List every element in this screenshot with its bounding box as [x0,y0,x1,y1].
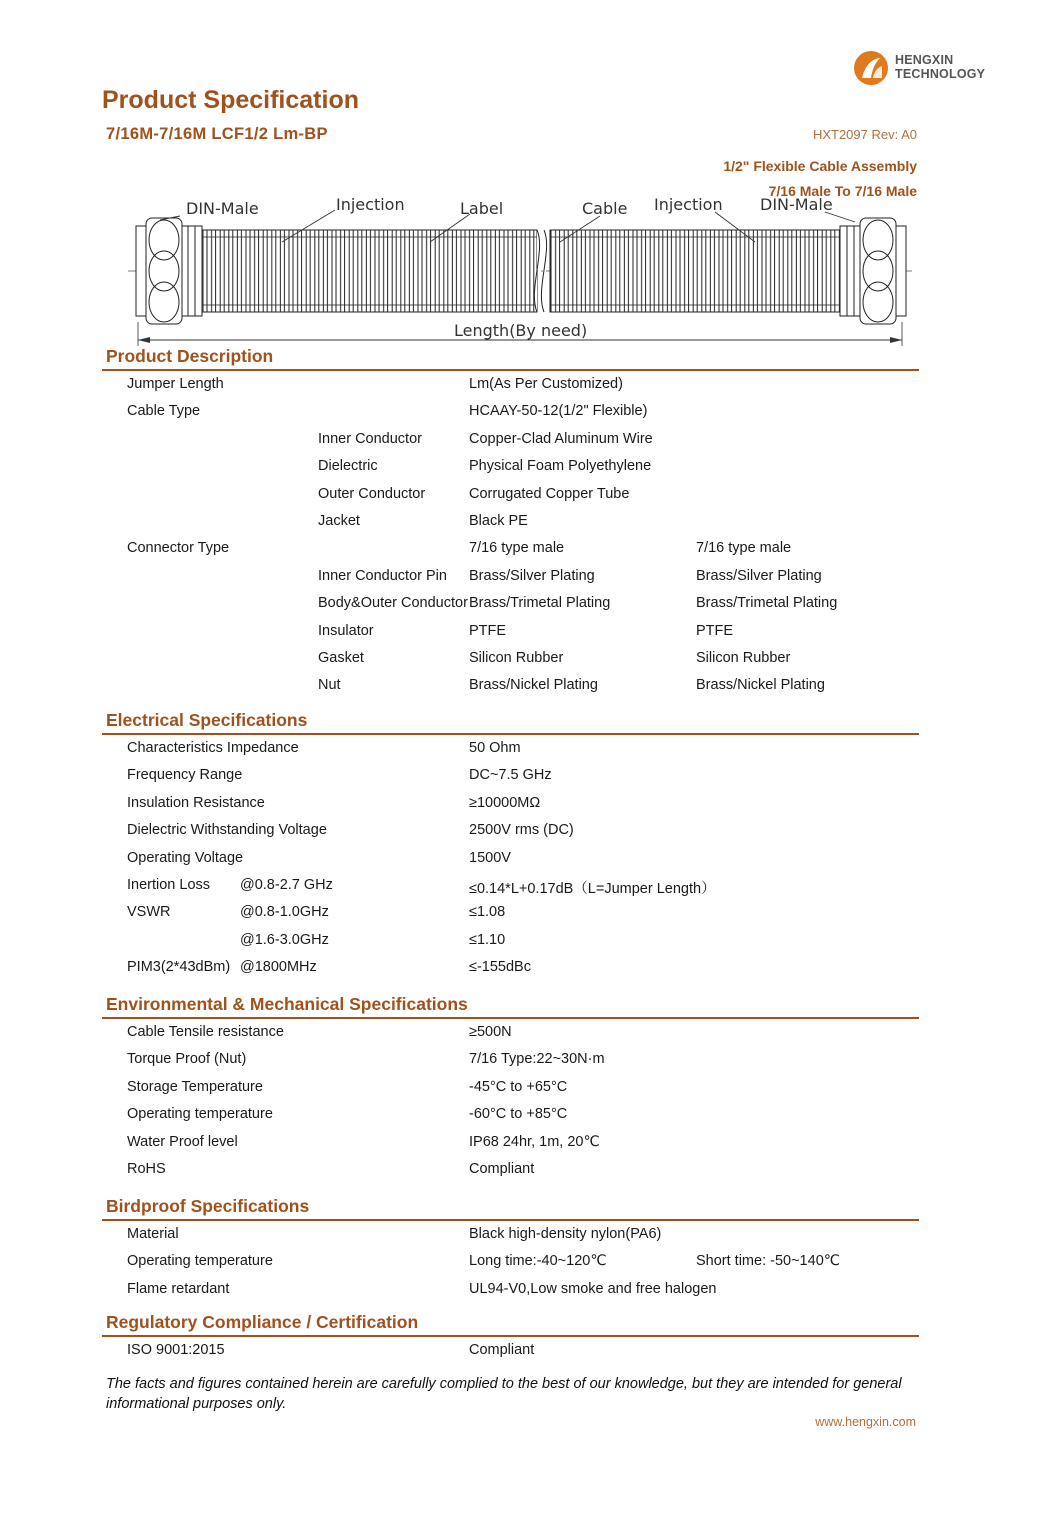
table-cell: Jacket [318,512,360,529]
table-row [102,563,919,590]
table-cell: 7/16 type male [696,540,792,557]
table-cell: HCAAY-50-12(1/2" Flexible) [469,403,648,420]
table-cell: Black high-density nylon(PA6) [469,1226,662,1242]
table-cell: ≤-155dBc [469,959,531,976]
table-cell: Water Proof level [127,1133,238,1150]
document-number: HXT2097 Rev: A0 [812,127,917,142]
table-cell: Brass/Trimetal Plating [696,595,838,612]
spec-rows [102,1221,919,1303]
table-cell: ≤1.08 [469,904,506,921]
table-cell: Inner Conductor Pin [318,567,447,584]
table-cell: Physical Foam Polyethylene [469,458,652,475]
table-cell: Brass/Silver Plating [696,567,822,584]
table-cell: Storage Temperature [127,1078,263,1095]
table-cell: Inner Conductor [318,430,422,447]
table-row [102,453,919,480]
table-cell: Silicon Rubber [696,649,791,666]
table-row [102,762,919,789]
label-label: Label [460,199,504,218]
table-cell: 2500V rms (DC) [469,822,574,839]
spec-rows [102,1019,919,1183]
table-row [102,927,919,954]
table-cell: 1500V [469,849,511,866]
assembly-type: 1/2" Flexible Cable Assembly [723,158,917,174]
table-cell: @1.6-3.0GHz [240,931,329,948]
logo-text-line1: HENGXIN [895,53,954,67]
table-cell: Long time:-40~120℃ [469,1253,607,1270]
table-row [102,1019,919,1046]
table-row [102,508,919,535]
table-cell: Copper-Clad Aluminum Wire [469,430,653,447]
table-row [102,899,919,926]
table-row [102,535,919,562]
table-cell: Material [127,1226,179,1242]
table-cell: 50 Ohm [469,740,521,756]
table-cell: @0.8-1.0GHz [240,904,329,921]
table-cell: 7/16 type male [469,540,565,557]
table-cell: Black PE [469,512,528,529]
table-cell: Brass/Nickel Plating [696,677,825,694]
table-cell: Flame retardant [127,1280,230,1297]
table-cell: Body&Outer Conductor [318,595,468,612]
assembly-connectors: 7/16 Male To 7/16 Male [768,183,917,199]
table-cell: -45°C to +65°C [469,1078,568,1095]
table-row [102,735,919,762]
page-title: Product Specification [102,86,359,114]
table-cell: Lm(As Per Customized) [469,376,623,392]
spec-rows [102,371,919,700]
table-row [102,645,919,672]
table-cell: Gasket [318,649,364,666]
table-cell: PTFE [469,622,507,639]
disclaimer-text: The facts and figures contained herein are carefully complied to the best of our knowledge, but they are intended for general informational purposes only. [106,1376,902,1412]
table-cell: Brass/Trimetal Plating [469,595,611,612]
cable-right-segment [550,230,840,312]
table-row [102,618,919,645]
section-birdproof-specifications [102,1195,919,1303]
table-row [102,1046,919,1073]
table-cell: Outer Conductor [318,485,426,502]
table-row [102,872,919,899]
table-cell: Insulator [318,622,374,639]
spec-rows [102,1337,919,1364]
table-row [102,1101,919,1128]
table-cell: Corrugated Copper Tube [469,485,630,502]
table-cell: ≤1.10 [469,931,506,948]
table-cell: Dielectric Withstanding Voltage [127,822,327,839]
table-cell: UL94-V0,Low smoke and free halogen [469,1280,717,1297]
table-row [102,790,919,817]
table-cell: Torque Proof (Nut) [127,1051,247,1068]
label-din-male-left: DIN-Male [186,199,259,218]
table-cell: PIM3(2*43dBm) [127,959,231,976]
logo-text-line2: TECHNOLOGY [895,67,986,81]
product-model: 7/16M-7/16M LCF1/2 Lm-BP [106,125,328,143]
table-cell: ISO 9001:2015 [127,1342,225,1358]
table-cell: IP68 24hr, 1m, 20℃ [469,1133,600,1150]
table-cell: @1800MHz [240,959,317,976]
section-title: Product Description [106,346,274,366]
table-cell: VSWR [127,904,171,921]
table-cell: Brass/Silver Plating [469,567,595,584]
label-injection-right: Injection [654,195,723,214]
website-link[interactable]: www.hengxin.com [815,1415,916,1429]
table-cell: ≤0.14*L+0.17dB（L=Jumper Length） [469,880,716,897]
table-row [102,481,919,508]
section-title: Electrical Specifications [106,710,308,730]
table-row [102,1248,919,1275]
table-row [102,1337,919,1364]
section-environmental-mechanical [102,993,919,1183]
table-cell: Short time: -50~140℃ [696,1253,841,1270]
company-logo [853,48,993,88]
table-cell: Compliant [469,1342,535,1358]
table-cell: Connector Type [127,540,230,557]
section-title: Regulatory Compliance / Certification [106,1312,419,1332]
table-cell: PTFE [696,622,734,639]
table-cell: Operating temperature [127,1106,273,1123]
table-cell: Jumper Length [127,376,224,392]
din-male-right-connector [840,218,906,324]
section-title: Birdproof Specifications [106,1196,310,1216]
section-regulatory-compliance [102,1311,919,1364]
table-cell: Insulation Resistance [127,794,265,811]
table-row [102,1156,919,1183]
table-row [102,426,919,453]
table-cell: Cable Tensile resistance [127,1024,284,1040]
table-cell: -60°C to +85°C [469,1106,568,1123]
table-row [102,954,919,981]
table-cell: Operating temperature [127,1253,273,1270]
table-cell: Frequency Range [127,767,243,784]
table-row [102,1221,919,1248]
cable-assembly-diagram [120,190,920,352]
table-row [102,1129,919,1156]
table-row [102,672,919,699]
table-cell: 7/16 Type:22~30N·m [469,1051,605,1068]
table-cell: Dielectric [318,458,378,475]
cable-left-segment [202,230,537,312]
din-male-left-connector [136,218,202,324]
section-title: Environmental & Mechanical Specifications [106,994,468,1014]
table-cell: Nut [318,677,341,694]
table-row [102,845,919,872]
table-cell: Brass/Nickel Plating [469,677,598,694]
table-cell: ≥10000MΩ [469,794,541,811]
table-cell: Operating Voltage [127,849,244,866]
table-cell: RoHS [127,1160,166,1177]
table-cell: @0.8-2.7 GHz [240,876,333,893]
hengxin-logo-icon [853,50,889,86]
section-product-description [102,345,919,700]
label-cable: Cable [582,199,628,218]
table-cell: Cable Type [127,403,201,420]
label-din-male-right: DIN-Male [760,195,833,214]
spec-rows [102,735,919,982]
table-row [102,817,919,844]
table-cell: Compliant [469,1160,535,1177]
table-cell: ≥500N [469,1024,512,1040]
table-row [102,398,919,425]
label-injection-left: Injection [336,195,405,214]
table-cell: Inertion Loss [127,876,211,893]
table-row [102,590,919,617]
table-cell: Silicon Rubber [469,649,564,666]
table-row [102,1074,919,1101]
table-cell: DC~7.5 GHz [469,767,552,784]
table-row [102,371,919,398]
table-row [102,1276,919,1303]
section-electrical-specifications [102,709,919,982]
table-cell: Characteristics Impedance [127,740,299,756]
label-length: Length(By need) [454,321,588,340]
